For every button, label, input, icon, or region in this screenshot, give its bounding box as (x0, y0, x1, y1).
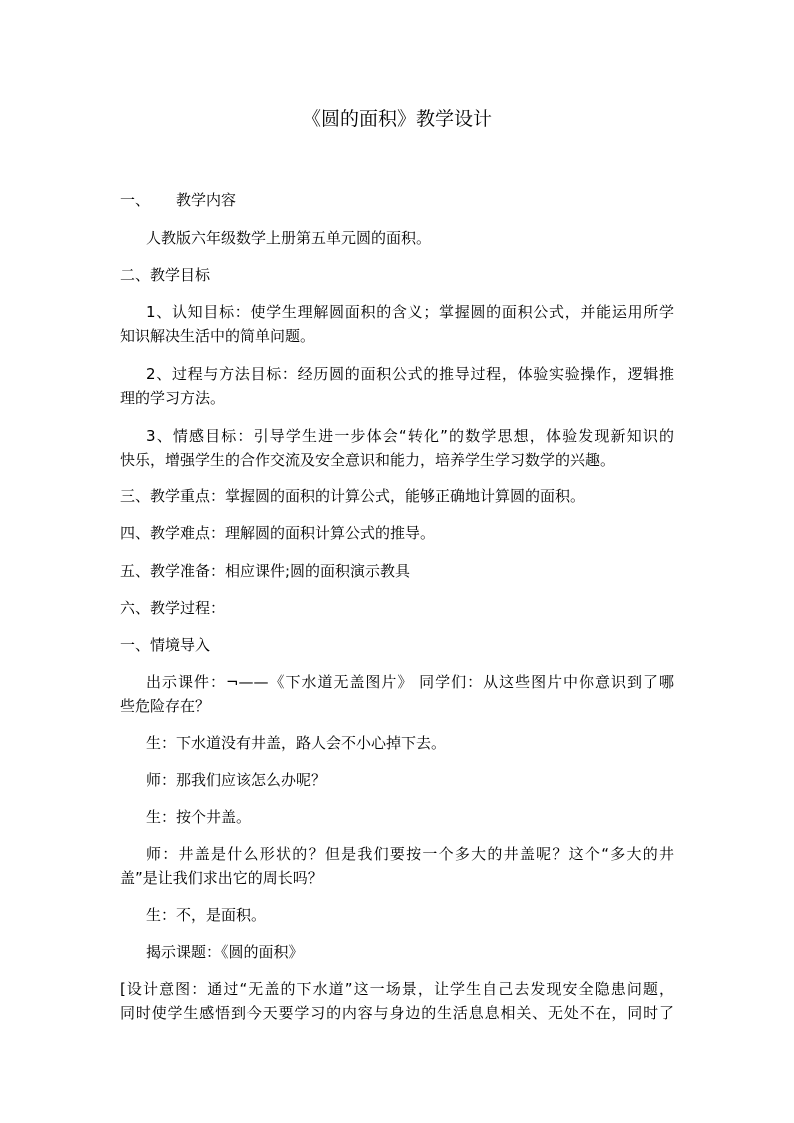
section-heading-goals: 二、教学目标 (120, 266, 211, 284)
goal1-line1: 1、认知目标：使学生理解圆面积的含义；掌握圆的面积公式，并能运用所学 (146, 303, 674, 321)
section-heading-preparation: 五、教学准备：相应课件;圆的面积演示教具 (120, 562, 411, 580)
design-intent-line1: [设计意图：通过“无盖的下水道”这一场景，让学生自己去发现安全隐患问题， (120, 980, 674, 998)
goal1-line2: 知识解决生活中的简单问题。 (120, 327, 316, 345)
dialogue-teacher-1: 师：那我们应该怎么办呢？ (146, 771, 327, 789)
section-heading-process: 六、教学过程： (120, 599, 226, 617)
goal3-line2: 快乐，增强学生的合作交流及安全意识和能力，培养学生学习数学的兴趣。 (120, 451, 616, 469)
dialogue-student-2: 生：按个井盖。 (146, 808, 252, 826)
goal2-line2: 理的学习方法。 (120, 389, 226, 407)
section-heading-key-points: 三、教学重点：掌握圆的面积的计算公式，能够正确地计算圆的面积。 (120, 487, 586, 505)
dialogue-student-3: 生：不，是面积。 (146, 906, 267, 924)
dialogue-student-1: 生：下水道没有井盖，路人会不小心掉下去。 (146, 734, 447, 752)
design-intent-line2: 同时使学生感悟到今天要学习的内容与身边的生活息息相关、无处不在，同时了 (120, 1004, 674, 1022)
content-paragraph: 人教版六年级数学上册第五单元圆的面积。 (146, 229, 432, 247)
section-number: 一、 (120, 191, 151, 209)
reveal-topic: 揭示课题：《圆的面积》 (146, 943, 304, 961)
para1-line2: 些危险存在？ (120, 697, 211, 715)
goal2-line1: 2、过程与方法目标：经历圆的面积公式的推导过程，体验实验操作，逻辑推 (146, 365, 674, 383)
section-heading-content (120, 188, 420, 212)
section-title: 教学内容 (176, 191, 237, 209)
dialogue-teacher-2-line1: 师：井盖是什么形状的？但是我们要按一个多大的井盖呢？这个“多大的井 (146, 845, 674, 863)
document-title: 《圆的面积》教学设计 (301, 108, 492, 130)
goal3-line1: 3、情感目标：引导学生进一步体会“转化”的数学思想，体验发现新知识的 (146, 427, 674, 445)
dialogue-teacher-2-line2: 盖”是让我们求出它的周长吗？ (120, 869, 323, 887)
para1-line1: 出示课件：¬——《下水道无盖图片》 同学们：从这些图片中你意识到了哪 (146, 673, 674, 691)
section-heading-difficulties: 四、教学难点：理解圆的面积计算公式的推导。 (120, 524, 436, 542)
step-heading-intro: 一、情境导入 (120, 636, 211, 654)
